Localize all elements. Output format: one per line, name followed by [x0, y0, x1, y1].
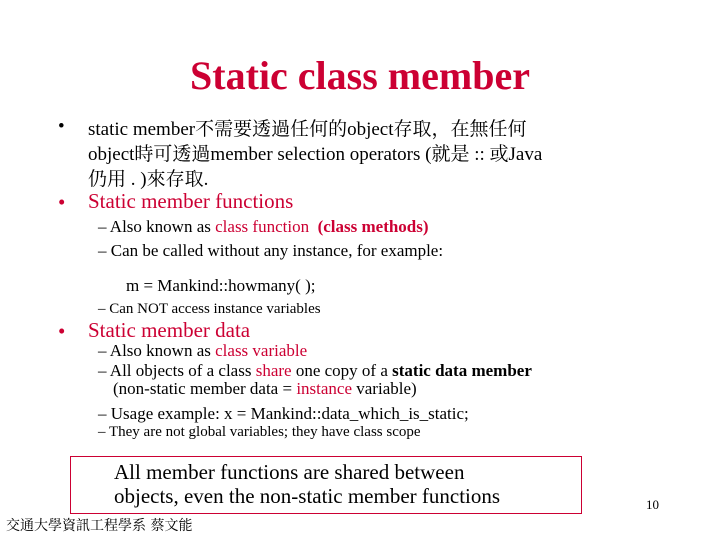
bullet-marker: •	[58, 190, 66, 214]
sub2b-red: instance	[296, 379, 353, 398]
bullet-marker: •	[58, 319, 66, 343]
bullet2-sub1	[98, 217, 429, 237]
sub1-bold-red: (class methods)	[317, 217, 429, 236]
sub2b-part-a: (non-static member data =	[113, 379, 297, 398]
bullet3-sub2b	[113, 379, 417, 399]
bullet1-line1: static member不需要透過任何的object存取，在無任何	[88, 119, 527, 140]
footer-text: 交通大學資訊工程學系 蔡文能	[6, 518, 193, 534]
bullet1-line3: 仍用 . )來存取.	[88, 169, 209, 190]
sub2-part-a: – All objects of a class	[98, 361, 256, 380]
note-line1: All member functions are shared between	[114, 460, 465, 484]
bullet2-sub2: – Can be called without any instance, for example:	[98, 241, 444, 260]
sub1-red: class function	[215, 217, 310, 236]
sub2b-part-b: variable)	[352, 379, 417, 398]
bullet3-heading: Static member data	[88, 318, 251, 342]
sub2-red: share	[255, 361, 292, 380]
bullet3-sub4: – They are not global variables; they have class scope	[98, 424, 421, 440]
bullet3-sub3: – Usage example: x = Mankind::data_which_is_static;	[98, 404, 469, 423]
sub1-red: class variable	[215, 341, 308, 360]
code-example: m = Mankind::howmany( );	[126, 276, 316, 295]
note-line2: objects, even the non-static member functions	[114, 484, 501, 508]
bullet1-line2: object時可透過member selection operators (就是 :: 或Java	[88, 144, 543, 165]
bullet2-heading: Static member functions	[88, 189, 294, 213]
bullet2-sub3: – Can NOT access instance variables	[98, 301, 321, 317]
page-number: 10	[646, 497, 659, 512]
slide-title: Static class member	[190, 53, 530, 98]
sub2-bold: static data member	[392, 361, 532, 380]
bullet3-sub2	[98, 361, 532, 381]
sub1-prefix: – Also known as	[98, 217, 216, 236]
bullet3-sub1	[98, 341, 307, 361]
sub1-prefix: – Also known as	[98, 341, 216, 360]
sub2-part-b: one copy of a	[291, 361, 393, 380]
bullet-marker: •	[58, 116, 65, 137]
